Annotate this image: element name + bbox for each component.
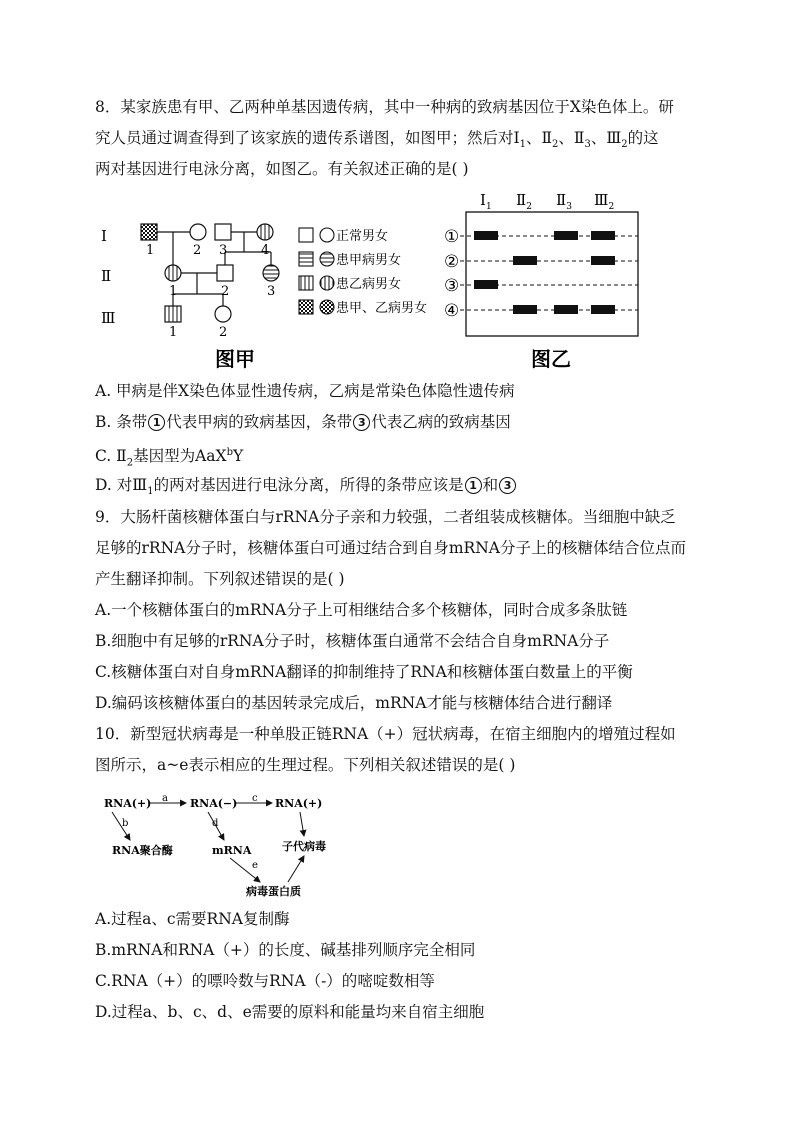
q9-option-a: A.一个核糖体蛋白的mRNA分子上可相继结合多个核糖体，同时合成多条肽链 [95, 601, 628, 619]
q8-option-b: B. 条带 1 代表甲病的致病基因，条带 3 代表乙病的致病基因 [95, 413, 511, 431]
band-I1-row1 [474, 231, 498, 240]
svg-text:1: 1 [169, 284, 178, 299]
gel-frame [466, 212, 638, 336]
process-c-label: c [252, 793, 258, 804]
svg-text:患甲病男女: 患甲病男女 [336, 253, 402, 268]
node-virus-protein: 病毒蛋白质 [246, 885, 301, 898]
svg-text:4: 4 [261, 243, 270, 258]
lane-label-II2: $Ⅱ_2$ [516, 191, 532, 212]
band-row-label-1: ① [444, 227, 460, 247]
q10-option-d: D.过程a、b、c、d、e需要的原料和能量均来自宿主细胞 [95, 1003, 485, 1021]
node-progeny-virus: 子代病毒 [282, 840, 326, 853]
q8-stem-line2: 究人员通过调查得到了该家族的遗传系谱图，如图甲；然后对$Ⅰ_1$、$Ⅱ_2$、$Ⅱ_3$、$Ⅲ_2$的这 [95, 129, 659, 151]
pedigree-II1 [165, 265, 181, 281]
pedigree-II3 [263, 265, 279, 281]
q8-stem-line1: 8．某家族患有甲、乙两种单基因遗传病，其中一种病的致病基因位于X染色体上。研 [95, 98, 674, 116]
process-d-label: d [212, 818, 219, 829]
pedigree-III2 [215, 306, 231, 322]
node-mrna: mRNA [212, 844, 252, 857]
svg-text:1: 1 [169, 325, 178, 340]
band-III2-row4 [591, 305, 615, 314]
band-row-label-3: ③ [444, 276, 460, 296]
q10-stem-line1: 10．新型冠状病毒是一种单股正链RNA（+）冠状病毒，在宿主细胞内的增殖过程如 [95, 725, 676, 743]
band-III2-row1 [591, 231, 615, 240]
q9-option-b: B.细胞中有足够的rRNA分子时，核糖体蛋白通常不会结合自身mRNA分子 [95, 632, 610, 650]
band-II2-row4 [513, 305, 537, 314]
pedigree-I2 [190, 224, 206, 240]
svg-text:2: 2 [193, 243, 202, 258]
node-rna-plus: RNA(+) [104, 797, 152, 810]
gen-label-1: Ⅰ [101, 227, 107, 245]
node-rna-polymerase: RNA聚合酶 [112, 844, 173, 857]
lane-label-III2: $Ⅲ_2$ [594, 191, 615, 212]
q9-option-d: D.编码该核糖体蛋白的基因转录完成后，mRNA才能与核糖体结合进行翻译 [95, 694, 613, 712]
band-row-label-4: ④ [444, 301, 460, 321]
lane-label-I1: $Ⅰ_1$ [480, 191, 492, 212]
svg-text:3: 3 [219, 243, 228, 258]
svg-text:2: 2 [219, 325, 228, 340]
q8-stem-line3: 两对基因进行电泳分离，如图乙。有关叙述正确的是( ) [95, 160, 469, 178]
q9-stem-line3: 产生翻译抑制。下列叙述错误的是( ) [95, 570, 345, 588]
band-I1-row3 [474, 280, 498, 289]
gen-label-3: Ⅲ [101, 309, 116, 327]
process-e-label: e [252, 860, 258, 871]
virus-replication-diagram [100, 792, 350, 902]
lane-label-II3: $Ⅱ_3$ [556, 191, 572, 212]
electrophoresis-figure [440, 188, 650, 378]
process-a-label: a [162, 793, 168, 804]
band-II2-row2 [513, 256, 537, 265]
q8-option-c: C. $Ⅱ_2$基因型为AaX$^b$Y [95, 447, 244, 469]
fig-jia-caption: 图甲 [215, 347, 255, 371]
gen-label-2: Ⅱ [101, 267, 112, 285]
node-rna-minus: RNA(−) [190, 797, 238, 810]
fig-yi-caption: 图乙 [531, 347, 571, 371]
svg-text:1: 1 [146, 243, 155, 258]
q10-stem-line2: 图所示，a~e表示相应的生理过程。下列相关叙述错误的是( ) [95, 756, 516, 774]
pedigree-I4 [257, 224, 273, 240]
pedigree-I1 [141, 224, 157, 240]
pedigree-II2 [217, 265, 233, 281]
svg-text:患乙病男女: 患乙病男女 [336, 277, 402, 292]
svg-text:患甲、乙病男女: 患甲、乙病男女 [336, 301, 428, 316]
pedigree-III1 [165, 306, 181, 322]
svg-text:2: 2 [221, 284, 230, 299]
process-b-label: b [122, 818, 129, 829]
q9-stem-line2: 足够的rRNA分子时，核糖体蛋白可通过结合到自身mRNA分子上的核糖体结合位点而 [95, 539, 686, 557]
q8-option-a: A. 甲病是伴X染色体显性遗传病，乙病是常染色体隐性遗传病 [95, 382, 515, 400]
pedigree-I3 [215, 224, 231, 240]
q10-option-c: C.RNA（+）的嘌呤数与RNA（-）的嘧啶数相等 [95, 972, 435, 990]
node-rna-plus-2: RNA(+) [275, 797, 323, 810]
svg-text:正常男女: 正常男女 [336, 229, 389, 244]
q9-option-c: C.核糖体蛋白对自身mRNA翻译的抑制维持了RNA和核糖体蛋白数量上的平衡 [95, 663, 633, 681]
band-III2-row2 [591, 256, 615, 265]
pedigree-legend [299, 228, 427, 316]
band-II3-row4 [554, 305, 578, 314]
q10-option-a: A.过程a、c需要RNA复制酶 [95, 910, 290, 928]
pedigree-figure [95, 208, 455, 373]
svg-text:3: 3 [267, 284, 276, 299]
band-row-label-2: ② [444, 252, 460, 272]
band-II3-row1 [554, 231, 578, 240]
q8-option-d: D. 对$Ⅲ_1$的两对基因进行电泳分离，所得的条带应该是 1 和 3 [95, 474, 517, 503]
q10-option-b: B.mRNA和RNA（+）的长度、碱基排列顺序完全相同 [95, 941, 476, 959]
q9-stem-line1: 9．大肠杆菌核糖体蛋白与rRNA分子亲和力较强，二者组装成核糖体。当细胞中缺乏 [95, 508, 676, 526]
